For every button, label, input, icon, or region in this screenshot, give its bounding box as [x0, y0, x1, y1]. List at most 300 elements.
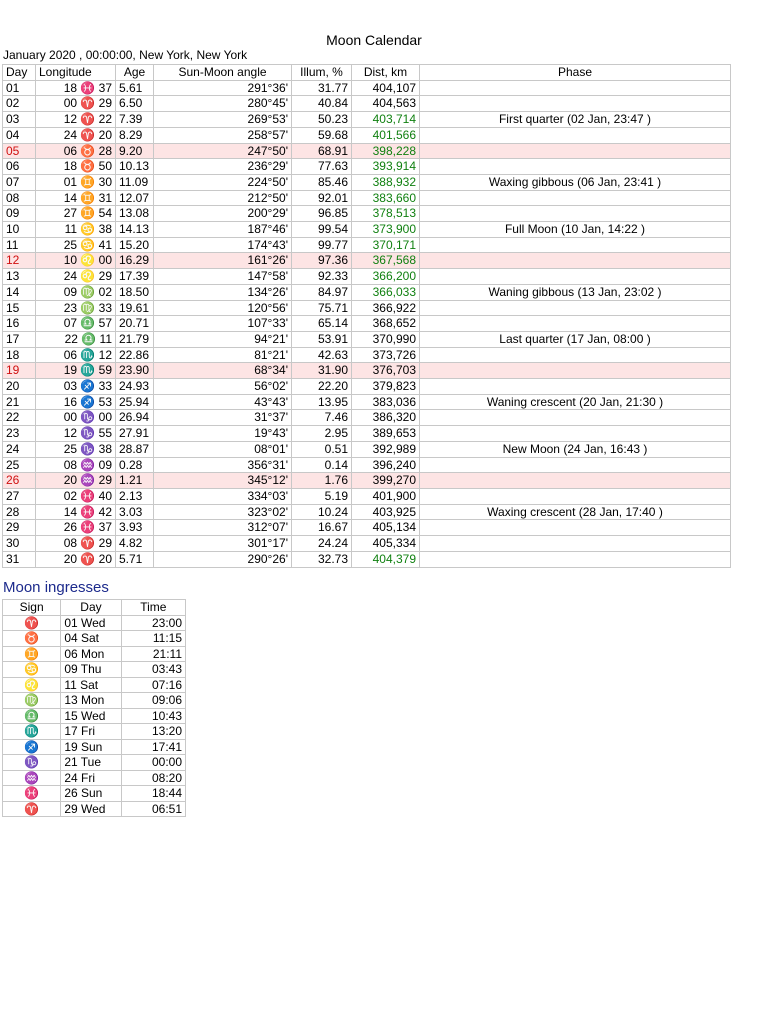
- distance-cell: 379,823: [352, 379, 420, 395]
- distance-cell: 404,379: [352, 551, 420, 567]
- day-cell: 23: [3, 426, 36, 442]
- sun-moon-angle-cell: 269°53': [154, 112, 292, 128]
- illumination-cell: 65.14: [292, 316, 352, 332]
- table-row: [3, 441, 731, 457]
- age-cell: 23.90: [116, 363, 154, 379]
- sun-moon-angle-cell: 323°02': [154, 504, 292, 520]
- illumination-cell: 92.01: [292, 190, 352, 206]
- distance-cell: 367,568: [352, 253, 420, 269]
- longitude-cell: 20 ♒ 29: [36, 473, 116, 489]
- ingresses-title: Moon ingresses: [3, 579, 109, 596]
- ingress-time-cell: 21:11: [121, 646, 185, 662]
- age-cell: 1.21: [116, 473, 154, 489]
- table-row: [3, 127, 731, 143]
- table-row: [3, 190, 731, 206]
- ingress-row: [3, 801, 186, 817]
- sun-moon-angle-cell: 147°58': [154, 269, 292, 285]
- distance-cell: 388,932: [352, 174, 420, 190]
- ingress-time-cell: 13:20: [121, 724, 185, 740]
- table-row: [3, 488, 731, 504]
- longitude-cell: 10 ♌ 00: [36, 253, 116, 269]
- phase-cell: [420, 347, 731, 363]
- zodiac-sign-icon: ♏: [3, 724, 61, 740]
- table-row: [3, 174, 731, 190]
- age-cell: 0.28: [116, 457, 154, 473]
- day-cell: 24: [3, 441, 36, 457]
- illumination-cell: 75.71: [292, 300, 352, 316]
- longitude-cell: 06 ♏ 12: [36, 347, 116, 363]
- sun-moon-angle-cell: 19°43': [154, 426, 292, 442]
- day-cell: 12: [3, 253, 36, 269]
- sun-moon-angle-cell: 134°26': [154, 284, 292, 300]
- ingress-header-time: Time: [121, 600, 185, 616]
- day-cell: 11: [3, 237, 36, 253]
- age-cell: 15.20: [116, 237, 154, 253]
- day-cell: 14: [3, 284, 36, 300]
- sun-moon-angle-cell: 174°43': [154, 237, 292, 253]
- phase-cell: Waxing gibbous (06 Jan, 23:41 ): [420, 174, 731, 190]
- age-cell: 21.79: [116, 331, 154, 347]
- header-phase: Phase: [420, 65, 731, 81]
- longitude-cell: 02 ♓ 40: [36, 488, 116, 504]
- illumination-cell: 96.85: [292, 206, 352, 222]
- distance-cell: 396,240: [352, 457, 420, 473]
- phase-cell: First quarter (02 Jan, 23:47 ): [420, 112, 731, 128]
- ingress-row: [3, 677, 186, 693]
- phase-cell: [420, 457, 731, 473]
- day-cell: 20: [3, 379, 36, 395]
- ingress-day-cell: 26 Sun: [61, 786, 121, 802]
- ingress-header-sign: Sign: [3, 600, 61, 616]
- longitude-cell: 14 ♊ 31: [36, 190, 116, 206]
- table-row: [3, 269, 731, 285]
- longitude-cell: 08 ♒ 09: [36, 457, 116, 473]
- day-cell: 18: [3, 347, 36, 363]
- sun-moon-angle-cell: 247°50': [154, 143, 292, 159]
- sun-moon-angle-cell: 56°02': [154, 379, 292, 395]
- age-cell: 13.08: [116, 206, 154, 222]
- zodiac-sign-icon: ♍: [3, 693, 61, 709]
- longitude-cell: 12 ♈ 22: [36, 112, 116, 128]
- ingress-row: [3, 646, 186, 662]
- day-cell: 16: [3, 316, 36, 332]
- ingress-day-cell: 15 Wed: [61, 708, 121, 724]
- day-cell: 22: [3, 410, 36, 426]
- distance-cell: 404,107: [352, 80, 420, 96]
- zodiac-sign-icon: ♈: [3, 615, 61, 631]
- day-cell: 01: [3, 80, 36, 96]
- distance-cell: 386,320: [352, 410, 420, 426]
- ingress-day-cell: 06 Mon: [61, 646, 121, 662]
- distance-cell: 383,660: [352, 190, 420, 206]
- illumination-cell: 7.46: [292, 410, 352, 426]
- age-cell: 6.50: [116, 96, 154, 112]
- longitude-cell: 01 ♊ 30: [36, 174, 116, 190]
- ingresses-body: [3, 615, 186, 817]
- ingress-day-cell: 19 Sun: [61, 739, 121, 755]
- table-row: [3, 316, 731, 332]
- illumination-cell: 32.73: [292, 551, 352, 567]
- illumination-cell: 42.63: [292, 347, 352, 363]
- age-cell: 14.13: [116, 222, 154, 238]
- table-row: [3, 96, 731, 112]
- distance-cell: 405,134: [352, 520, 420, 536]
- day-cell: 04: [3, 127, 36, 143]
- sun-moon-angle-cell: 107°33': [154, 316, 292, 332]
- calendar-subtitle: January 2020 , 00:00:00, New York, New York: [3, 48, 248, 62]
- illumination-cell: 50.23: [292, 112, 352, 128]
- ingress-time-cell: 17:41: [121, 739, 185, 755]
- ingress-time-cell: 07:16: [121, 677, 185, 693]
- day-cell: 10: [3, 222, 36, 238]
- ingress-time-cell: 11:15: [121, 631, 185, 647]
- phase-cell: [420, 159, 731, 175]
- illumination-cell: 5.19: [292, 488, 352, 504]
- phase-cell: Last quarter (17 Jan, 08:00 ): [420, 331, 731, 347]
- longitude-cell: 22 ♎ 11: [36, 331, 116, 347]
- phase-cell: [420, 143, 731, 159]
- age-cell: 4.82: [116, 536, 154, 552]
- table-row: [3, 284, 731, 300]
- distance-cell: 366,922: [352, 300, 420, 316]
- distance-cell: 370,171: [352, 237, 420, 253]
- longitude-cell: 18 ♉ 50: [36, 159, 116, 175]
- ingress-day-cell: 24 Fri: [61, 770, 121, 786]
- day-cell: 19: [3, 363, 36, 379]
- distance-cell: 368,652: [352, 316, 420, 332]
- ingress-row: [3, 662, 186, 678]
- ingress-time-cell: 09:06: [121, 693, 185, 709]
- day-cell: 08: [3, 190, 36, 206]
- zodiac-sign-icon: ♓: [3, 786, 61, 802]
- ingress-day-cell: 17 Fri: [61, 724, 121, 740]
- sun-moon-angle-cell: 43°43': [154, 394, 292, 410]
- day-cell: 02: [3, 96, 36, 112]
- ingress-time-cell: 06:51: [121, 801, 185, 817]
- longitude-cell: 24 ♈ 20: [36, 127, 116, 143]
- table-header-row: [3, 65, 731, 81]
- illumination-cell: 13.95: [292, 394, 352, 410]
- distance-cell: 392,989: [352, 441, 420, 457]
- ingress-day-cell: 21 Tue: [61, 755, 121, 771]
- table-row: [3, 536, 731, 552]
- distance-cell: 401,566: [352, 127, 420, 143]
- ingress-time-cell: 23:00: [121, 615, 185, 631]
- phase-cell: Waning gibbous (13 Jan, 23:02 ): [420, 284, 731, 300]
- zodiac-sign-icon: ♊: [3, 646, 61, 662]
- sun-moon-angle-cell: 212°50': [154, 190, 292, 206]
- ingress-row: [3, 739, 186, 755]
- age-cell: 11.09: [116, 174, 154, 190]
- longitude-cell: 03 ♐ 33: [36, 379, 116, 395]
- ingress-row: [3, 708, 186, 724]
- longitude-cell: 27 ♊ 54: [36, 206, 116, 222]
- age-cell: 10.13: [116, 159, 154, 175]
- ingress-day-cell: 01 Wed: [61, 615, 121, 631]
- ingress-time-cell: 10:43: [121, 708, 185, 724]
- header-longitude: Longitude: [36, 65, 116, 81]
- table-row: [3, 347, 731, 363]
- ingress-row: [3, 615, 186, 631]
- moon-calendar-body: [3, 80, 731, 567]
- day-cell: 06: [3, 159, 36, 175]
- age-cell: 5.71: [116, 551, 154, 567]
- sun-moon-angle-cell: 356°31': [154, 457, 292, 473]
- phase-cell: [420, 410, 731, 426]
- ingress-time-cell: 08:20: [121, 770, 185, 786]
- illumination-cell: 10.24: [292, 504, 352, 520]
- age-cell: 7.39: [116, 112, 154, 128]
- day-cell: 31: [3, 551, 36, 567]
- illumination-cell: 24.24: [292, 536, 352, 552]
- longitude-cell: 12 ♑ 55: [36, 426, 116, 442]
- distance-cell: 403,714: [352, 112, 420, 128]
- phase-cell: [420, 96, 731, 112]
- table-row: [3, 363, 731, 379]
- sun-moon-angle-cell: 345°12': [154, 473, 292, 489]
- longitude-cell: 08 ♈ 29: [36, 536, 116, 552]
- ingress-row: [3, 770, 186, 786]
- phase-cell: [420, 520, 731, 536]
- header-illumination: Illum, %: [292, 65, 352, 81]
- day-cell: 09: [3, 206, 36, 222]
- phase-cell: [420, 269, 731, 285]
- sun-moon-angle-cell: 200°29': [154, 206, 292, 222]
- sun-moon-angle-cell: 312°07': [154, 520, 292, 536]
- ingress-day-cell: 29 Wed: [61, 801, 121, 817]
- distance-cell: 383,036: [352, 394, 420, 410]
- age-cell: 19.61: [116, 300, 154, 316]
- header-day: Day: [3, 65, 36, 81]
- phase-cell: [420, 206, 731, 222]
- distance-cell: 404,563: [352, 96, 420, 112]
- distance-cell: 376,703: [352, 363, 420, 379]
- illumination-cell: 53.91: [292, 331, 352, 347]
- sun-moon-angle-cell: 334°03': [154, 488, 292, 504]
- distance-cell: 401,900: [352, 488, 420, 504]
- illumination-cell: 31.77: [292, 80, 352, 96]
- table-row: [3, 410, 731, 426]
- illumination-cell: 99.54: [292, 222, 352, 238]
- distance-cell: 399,270: [352, 473, 420, 489]
- table-row: [3, 300, 731, 316]
- header-distance: Dist, km: [352, 65, 420, 81]
- distance-cell: 405,334: [352, 536, 420, 552]
- ingress-row: [3, 755, 186, 771]
- day-cell: 07: [3, 174, 36, 190]
- phase-cell: [420, 488, 731, 504]
- age-cell: 24.93: [116, 379, 154, 395]
- ingress-row: [3, 724, 186, 740]
- table-row: [3, 80, 731, 96]
- illumination-cell: 0.14: [292, 457, 352, 473]
- sun-moon-angle-cell: 81°21': [154, 347, 292, 363]
- distance-cell: 366,200: [352, 269, 420, 285]
- sun-moon-angle-cell: 68°34': [154, 363, 292, 379]
- zodiac-sign-icon: ♎: [3, 708, 61, 724]
- table-row: [3, 331, 731, 347]
- age-cell: 3.03: [116, 504, 154, 520]
- phase-cell: [420, 426, 731, 442]
- age-cell: 22.86: [116, 347, 154, 363]
- table-row: [3, 473, 731, 489]
- sun-moon-angle-cell: 161°26': [154, 253, 292, 269]
- table-row: [3, 394, 731, 410]
- phase-cell: [420, 190, 731, 206]
- illumination-cell: 97.36: [292, 253, 352, 269]
- zodiac-sign-icon: ♐: [3, 739, 61, 755]
- day-cell: 21: [3, 394, 36, 410]
- age-cell: 2.13: [116, 488, 154, 504]
- table-row: [3, 159, 731, 175]
- phase-cell: [420, 316, 731, 332]
- age-cell: 18.50: [116, 284, 154, 300]
- day-cell: 13: [3, 269, 36, 285]
- zodiac-sign-icon: ♌: [3, 677, 61, 693]
- age-cell: 3.93: [116, 520, 154, 536]
- age-cell: 12.07: [116, 190, 154, 206]
- distance-cell: 398,228: [352, 143, 420, 159]
- distance-cell: 378,513: [352, 206, 420, 222]
- table-row: [3, 520, 731, 536]
- age-cell: 8.29: [116, 127, 154, 143]
- distance-cell: 366,033: [352, 284, 420, 300]
- longitude-cell: 16 ♐ 53: [36, 394, 116, 410]
- sun-moon-angle-cell: 224°50': [154, 174, 292, 190]
- distance-cell: 373,900: [352, 222, 420, 238]
- sun-moon-angle-cell: 258°57': [154, 127, 292, 143]
- day-cell: 27: [3, 488, 36, 504]
- illumination-cell: 31.90: [292, 363, 352, 379]
- day-cell: 26: [3, 473, 36, 489]
- distance-cell: 389,653: [352, 426, 420, 442]
- phase-cell: [420, 300, 731, 316]
- sun-moon-angle-cell: 301°17': [154, 536, 292, 552]
- longitude-cell: 19 ♏ 59: [36, 363, 116, 379]
- longitude-cell: 00 ♑ 00: [36, 410, 116, 426]
- table-row: [3, 222, 731, 238]
- ingress-time-cell: 00:00: [121, 755, 185, 771]
- table-row: [3, 143, 731, 159]
- illumination-cell: 40.84: [292, 96, 352, 112]
- age-cell: 27.91: [116, 426, 154, 442]
- age-cell: 5.61: [116, 80, 154, 96]
- day-cell: 29: [3, 520, 36, 536]
- age-cell: 20.71: [116, 316, 154, 332]
- ingress-day-cell: 04 Sat: [61, 631, 121, 647]
- phase-cell: New Moon (24 Jan, 16:43 ): [420, 441, 731, 457]
- day-cell: 03: [3, 112, 36, 128]
- longitude-cell: 26 ♓ 37: [36, 520, 116, 536]
- phase-cell: [420, 80, 731, 96]
- day-cell: 28: [3, 504, 36, 520]
- illumination-cell: 2.95: [292, 426, 352, 442]
- day-cell: 17: [3, 331, 36, 347]
- table-row: [3, 379, 731, 395]
- zodiac-sign-icon: ♈: [3, 801, 61, 817]
- longitude-cell: 24 ♌ 29: [36, 269, 116, 285]
- phase-cell: [420, 363, 731, 379]
- longitude-cell: 07 ♎ 57: [36, 316, 116, 332]
- table-row: [3, 237, 731, 253]
- sun-moon-angle-cell: 236°29': [154, 159, 292, 175]
- ingress-header-day: Day: [61, 600, 121, 616]
- longitude-cell: 20 ♈ 20: [36, 551, 116, 567]
- header-age: Age: [116, 65, 154, 81]
- ingress-row: [3, 631, 186, 647]
- table-row: [3, 426, 731, 442]
- phase-cell: [420, 473, 731, 489]
- distance-cell: 393,914: [352, 159, 420, 175]
- zodiac-sign-icon: ♑: [3, 755, 61, 771]
- sun-moon-angle-cell: 08°01': [154, 441, 292, 457]
- illumination-cell: 16.67: [292, 520, 352, 536]
- longitude-cell: 06 ♉ 28: [36, 143, 116, 159]
- longitude-cell: 25 ♋ 41: [36, 237, 116, 253]
- ingress-day-cell: 13 Mon: [61, 693, 121, 709]
- illumination-cell: 0.51: [292, 441, 352, 457]
- age-cell: 28.87: [116, 441, 154, 457]
- longitude-cell: 18 ♓ 37: [36, 80, 116, 96]
- header-sun-moon-angle: Sun-Moon angle: [154, 65, 292, 81]
- sun-moon-angle-cell: 187°46': [154, 222, 292, 238]
- day-cell: 30: [3, 536, 36, 552]
- zodiac-sign-icon: ♉: [3, 631, 61, 647]
- sun-moon-angle-cell: 291°36': [154, 80, 292, 96]
- age-cell: 26.94: [116, 410, 154, 426]
- day-cell: 05: [3, 143, 36, 159]
- moon-ingresses-table: [2, 599, 186, 817]
- illumination-cell: 99.77: [292, 237, 352, 253]
- table-row: [3, 112, 731, 128]
- ingress-time-cell: 18:44: [121, 786, 185, 802]
- page-title: Moon Calendar: [326, 32, 422, 48]
- table-row: [3, 206, 731, 222]
- phase-cell: [420, 127, 731, 143]
- illumination-cell: 22.20: [292, 379, 352, 395]
- zodiac-sign-icon: ♒: [3, 770, 61, 786]
- distance-cell: 373,726: [352, 347, 420, 363]
- longitude-cell: 11 ♋ 38: [36, 222, 116, 238]
- ingress-day-cell: 09 Thu: [61, 662, 121, 678]
- illumination-cell: 68.91: [292, 143, 352, 159]
- sun-moon-angle-cell: 120°56': [154, 300, 292, 316]
- ingress-time-cell: 03:43: [121, 662, 185, 678]
- illumination-cell: 92.33: [292, 269, 352, 285]
- table-row: [3, 457, 731, 473]
- ingress-row: [3, 786, 186, 802]
- phase-cell: [420, 253, 731, 269]
- phase-cell: [420, 536, 731, 552]
- longitude-cell: 14 ♓ 42: [36, 504, 116, 520]
- ingresses-header-row: [3, 600, 186, 616]
- phase-cell: Waxing crescent (28 Jan, 17:40 ): [420, 504, 731, 520]
- phase-cell: [420, 237, 731, 253]
- phase-cell: Full Moon (10 Jan, 14:22 ): [420, 222, 731, 238]
- distance-cell: 403,925: [352, 504, 420, 520]
- illumination-cell: 1.76: [292, 473, 352, 489]
- phase-cell: [420, 379, 731, 395]
- table-row: [3, 551, 731, 567]
- day-cell: 25: [3, 457, 36, 473]
- sun-moon-angle-cell: 280°45': [154, 96, 292, 112]
- age-cell: 9.20: [116, 143, 154, 159]
- age-cell: 16.29: [116, 253, 154, 269]
- age-cell: 25.94: [116, 394, 154, 410]
- illumination-cell: 77.63: [292, 159, 352, 175]
- distance-cell: 370,990: [352, 331, 420, 347]
- longitude-cell: 23 ♍ 33: [36, 300, 116, 316]
